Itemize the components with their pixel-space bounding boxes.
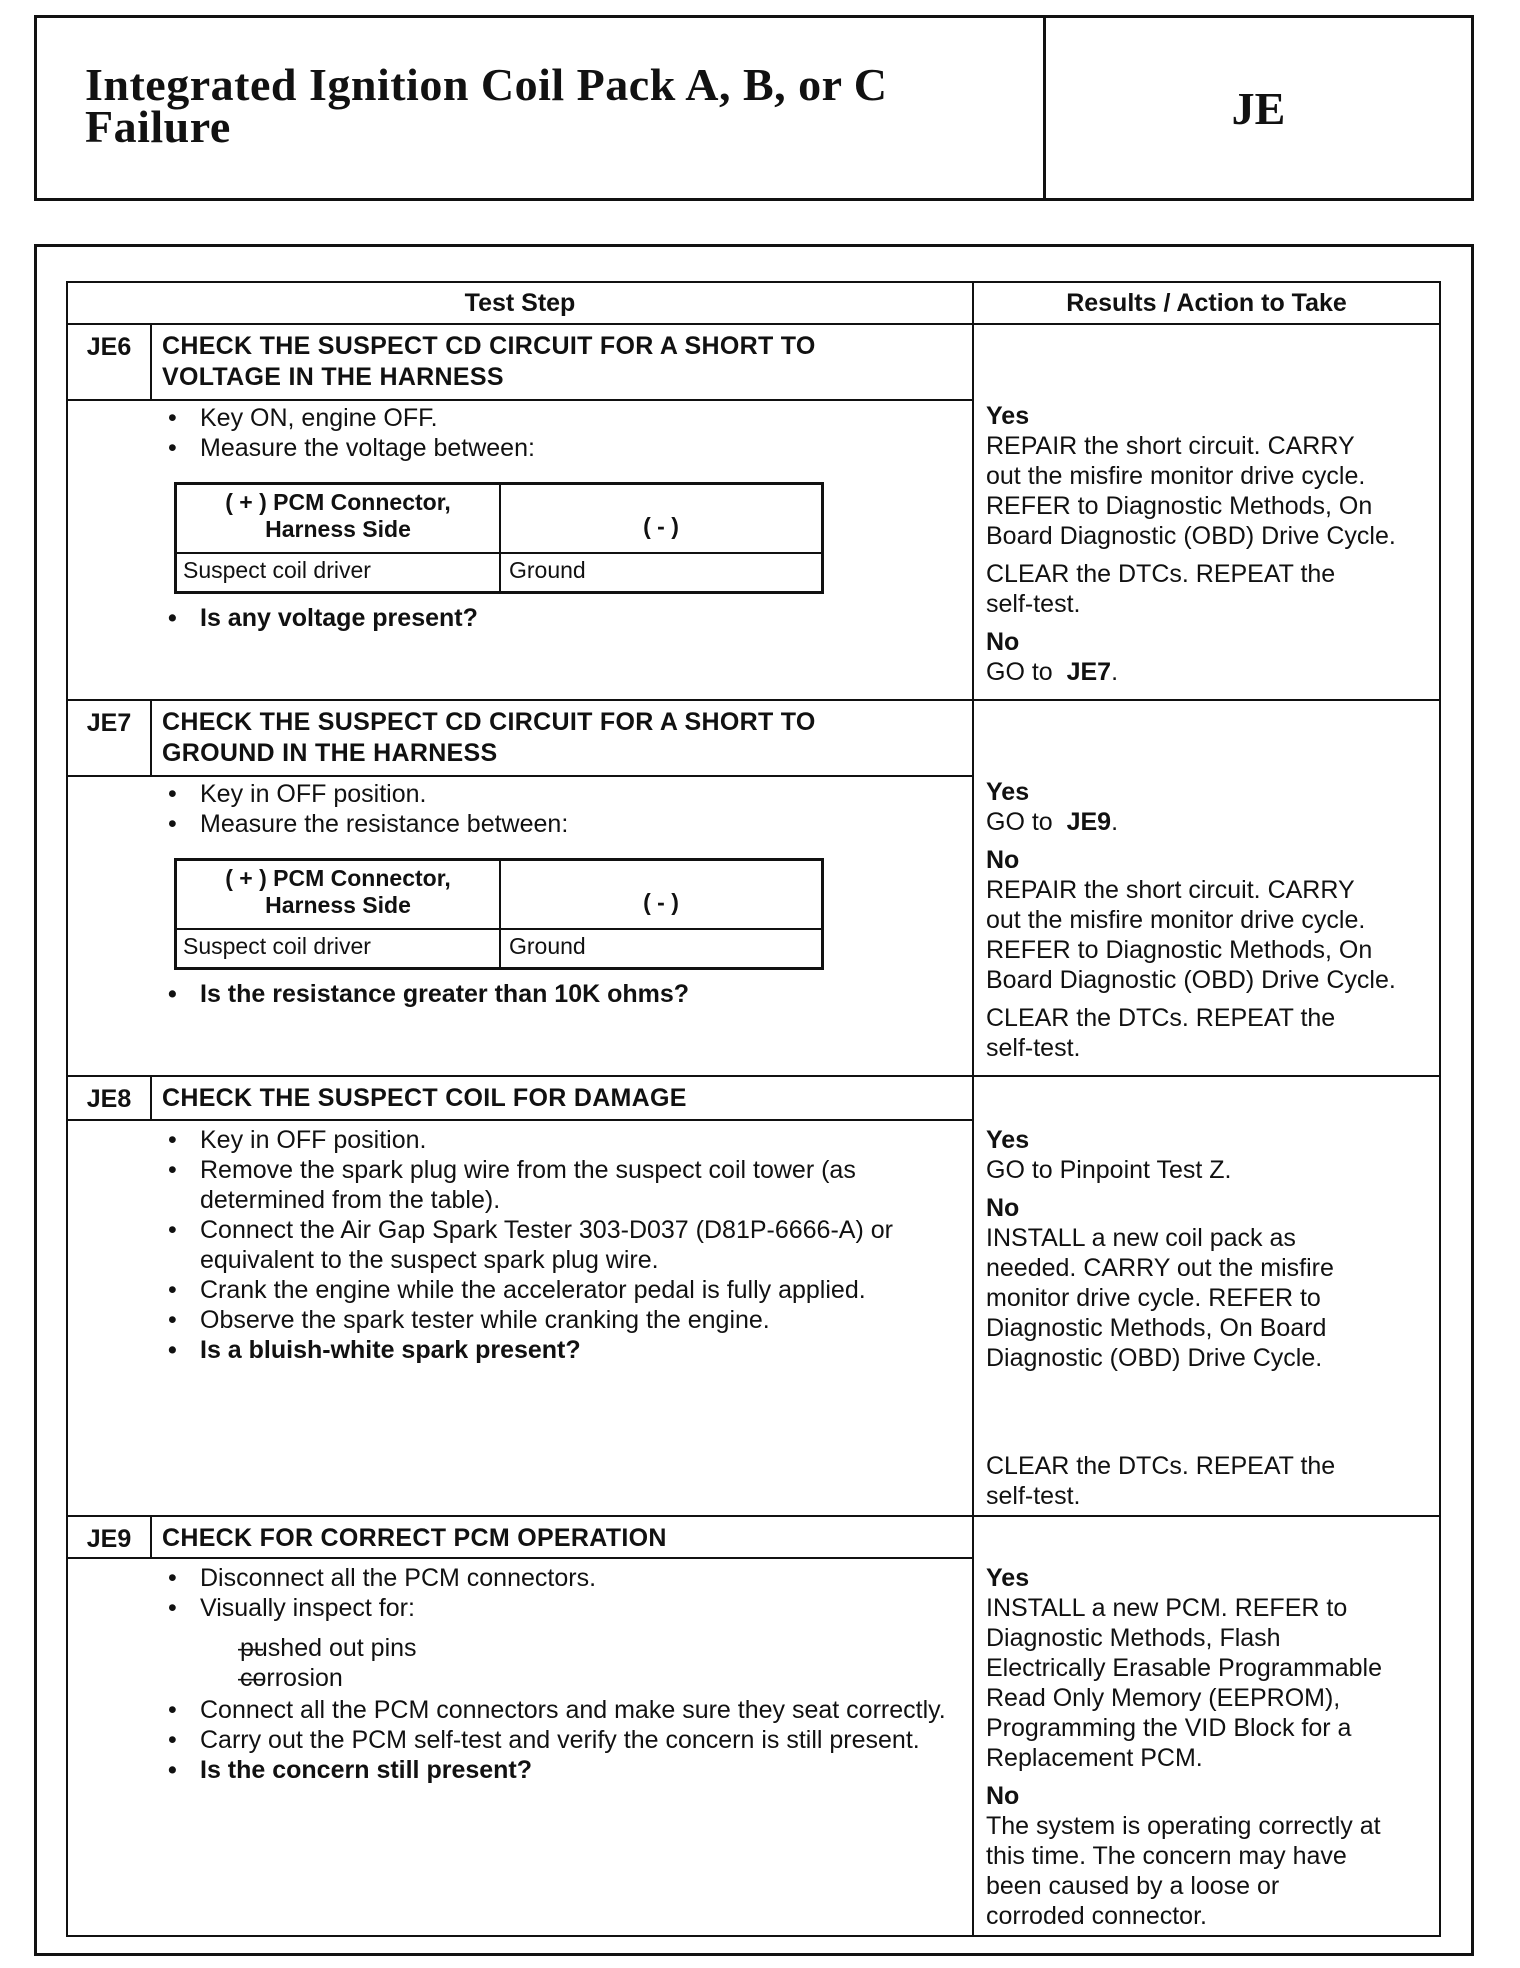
page-header <box>34 15 1474 201</box>
sub-list <box>200 1633 960 1693</box>
result-text: . <box>1111 658 1119 686</box>
measurement-table-rule <box>177 552 821 554</box>
list-item: • Measure the resistance between: <box>160 809 568 839</box>
step-je7-question <box>160 979 689 1009</box>
column-divider <box>972 283 974 1935</box>
measurement-header-line: Harness Side <box>265 516 411 542</box>
step-je7-results <box>986 777 1436 1063</box>
result-line: REFER to Diagnostic Methods, On <box>986 936 1373 964</box>
title-rule <box>68 399 972 401</box>
measurement-header-positive <box>177 489 499 543</box>
page-title-line2: Failure <box>85 101 231 152</box>
step-je6-question <box>160 603 478 633</box>
result-line: CLEAR the DTCs. REPEAT the <box>986 1004 1336 1032</box>
title-rule <box>68 1119 972 1121</box>
step-id: JE7 <box>68 701 152 775</box>
measurement-header-negative: ( - ) <box>643 889 679 915</box>
step-je9-instructions <box>160 1563 960 1785</box>
yes-label: Yes <box>986 1126 1030 1154</box>
step-je6-title-row <box>68 325 972 399</box>
step-ref: JE9 <box>1066 808 1112 836</box>
list-item: • Remove the spark plug wire from the suspect coil tower (as determined from the table). <box>160 1155 960 1215</box>
result-line: Diagnostic (OBD) Drive Cycle. <box>986 1344 1323 1372</box>
result-line: The system is operating correctly at <box>986 1812 1381 1840</box>
measurement-table <box>174 482 824 594</box>
result-text: GO to <box>986 658 1053 686</box>
result-line: Board Diagnostic (OBD) Drive Cycle. <box>986 522 1396 550</box>
measurement-header-positive <box>177 865 499 919</box>
measurement-header-line: ( + ) PCM Connector, <box>225 489 451 515</box>
measurement-value-positive: Suspect coil driver <box>183 933 371 959</box>
no-label: No <box>986 846 1020 874</box>
result-line <box>986 657 1436 687</box>
result-line: self-test. <box>986 590 1081 618</box>
list-item <box>160 1593 960 1693</box>
result-line: this time. The concern may have <box>986 1842 1347 1870</box>
no-label: No <box>986 1782 1020 1810</box>
title-rule <box>68 775 972 777</box>
list-item: • Is any voltage present? <box>160 603 478 633</box>
result-line: CLEAR the DTCs. REPEAT the <box>986 560 1336 588</box>
list-item: • Crank the engine while the accelerator pedal is fully applied. <box>160 1275 960 1305</box>
measurement-table-rule <box>177 928 821 930</box>
result-line: Diagnostic Methods, On Board <box>986 1314 1327 1342</box>
list-item: • Key in OFF position. <box>160 1125 960 1155</box>
step-je8-results-footer <box>986 1451 1436 1511</box>
list-item-text: Visually inspect for: <box>200 1594 415 1622</box>
result-text: . <box>1111 808 1119 836</box>
result-line: been caused by a loose or <box>986 1872 1280 1900</box>
no-label: No <box>986 1194 1020 1222</box>
page-title <box>85 59 1035 152</box>
list-item: • Is a bluish-white spark present? <box>160 1335 960 1365</box>
step-je8-instructions <box>160 1125 960 1365</box>
yes-label: Yes <box>986 1564 1030 1592</box>
measurement-value-positive: Suspect coil driver <box>183 557 371 583</box>
result-text: GO to <box>986 808 1053 836</box>
result-line: CLEAR the DTCs. REPEAT the <box>986 1452 1336 1480</box>
list-item: • Carry out the PCM self-test and verify the concern is still present. <box>160 1725 960 1755</box>
list-item: • Disconnect all the PCM connectors. <box>160 1563 960 1593</box>
step-title <box>162 707 962 769</box>
step-je8-title-row <box>68 1077 972 1119</box>
column-header-test-step: Test Step <box>464 288 576 317</box>
result-line: Replacement PCM. <box>986 1744 1203 1772</box>
measurement-value-negative: Ground <box>509 557 586 583</box>
list-item: • Connect all the PCM connectors and make sure they seat correctly. <box>160 1695 960 1725</box>
section-code: JE <box>1231 82 1286 134</box>
list-item: • Key in OFF position. <box>160 779 568 809</box>
step-ref: JE7 <box>1066 658 1112 686</box>
no-label: No <box>986 628 1020 656</box>
result-line: INSTALL a new PCM. REFER to <box>986 1594 1348 1622</box>
list-item: • Is the resistance greater than 10K ohms? <box>160 979 689 1009</box>
result-line: Electrically Erasable Programmable <box>986 1654 1382 1682</box>
list-item: • Measure the voltage between: <box>160 433 535 463</box>
sub-list-item: — pushed out pins <box>200 1633 960 1663</box>
result-line: Read Only Memory (EEPROM), <box>986 1684 1341 1712</box>
result-line: REPAIR the short circuit. CARRY <box>986 876 1355 904</box>
list-item: • Is the concern still present? <box>160 1755 960 1785</box>
step-je9-title-row <box>68 1517 972 1557</box>
step-id: JE8 <box>68 1077 152 1119</box>
step-title-line: CHECK THE SUSPECT CD CIRCUIT FOR A SHORT TO <box>162 708 816 736</box>
step-je9-results <box>986 1563 1436 1931</box>
result-line: Board Diagnostic (OBD) Drive Cycle. <box>986 966 1396 994</box>
result-line: Diagnostic Methods, Flash <box>986 1624 1281 1652</box>
measurement-table <box>174 858 824 970</box>
step-id: JE9 <box>68 1517 152 1557</box>
measurement-value-negative: Ground <box>509 933 586 959</box>
result-line: monitor drive cycle. REFER to <box>986 1284 1321 1312</box>
result-line: out the misfire monitor drive cycle. <box>986 462 1366 490</box>
step-id: JE6 <box>68 325 152 399</box>
step-je6-instructions <box>160 403 535 463</box>
result-line: GO to Pinpoint Test Z. <box>986 1156 1232 1184</box>
result-line: corroded connector. <box>986 1902 1207 1930</box>
result-line: REPAIR the short circuit. CARRY <box>986 432 1355 460</box>
sub-list-item: — corrosion <box>200 1663 960 1693</box>
yes-label: Yes <box>986 778 1030 806</box>
result-line: INSTALL a new coil pack as <box>986 1224 1296 1252</box>
result-line: self-test. <box>986 1482 1081 1510</box>
step-title-line: GROUND IN THE HARNESS <box>162 739 498 767</box>
column-header-results: Results / Action to Take <box>1066 288 1347 317</box>
step-title-line: VOLTAGE IN THE HARNESS <box>162 363 504 391</box>
result-line <box>986 807 1436 837</box>
step-title: CHECK THE SUSPECT COIL FOR DAMAGE <box>162 1084 687 1112</box>
measurement-header-negative: ( - ) <box>643 513 679 539</box>
step-je7-title-row <box>68 701 972 775</box>
measurement-header-line: Harness Side <box>265 892 411 918</box>
result-line: out the misfire monitor drive cycle. <box>986 906 1366 934</box>
result-line: REFER to Diagnostic Methods, On <box>986 492 1373 520</box>
title-rule <box>68 1557 972 1559</box>
step-je6-results <box>986 401 1436 687</box>
result-line: Programming the VID Block for a <box>986 1714 1352 1742</box>
list-item: • Connect the Air Gap Spark Tester 303-D037 (D81P-6666-A) or equivalent to the suspect spark plug wire. <box>160 1215 960 1275</box>
step-title <box>162 331 962 393</box>
yes-label: Yes <box>986 402 1030 430</box>
page-title-line1: Integrated Ignition Coil Pack A, B, or C <box>85 59 888 110</box>
test-step-table <box>66 281 1441 1937</box>
step-title-line: CHECK THE SUSPECT CD CIRCUIT FOR A SHORT TO <box>162 332 816 360</box>
result-line: self-test. <box>986 1034 1081 1062</box>
result-line: needed. CARRY out the misfire <box>986 1254 1334 1282</box>
list-item: • Observe the spark tester while cranking the engine. <box>160 1305 960 1335</box>
step-je8-results <box>986 1125 1436 1373</box>
list-item: • Key ON, engine OFF. <box>160 403 535 433</box>
step-title: CHECK FOR CORRECT PCM OPERATION <box>162 1524 667 1552</box>
measurement-header-line: ( + ) PCM Connector, <box>225 865 451 891</box>
step-je7-instructions <box>160 779 568 839</box>
